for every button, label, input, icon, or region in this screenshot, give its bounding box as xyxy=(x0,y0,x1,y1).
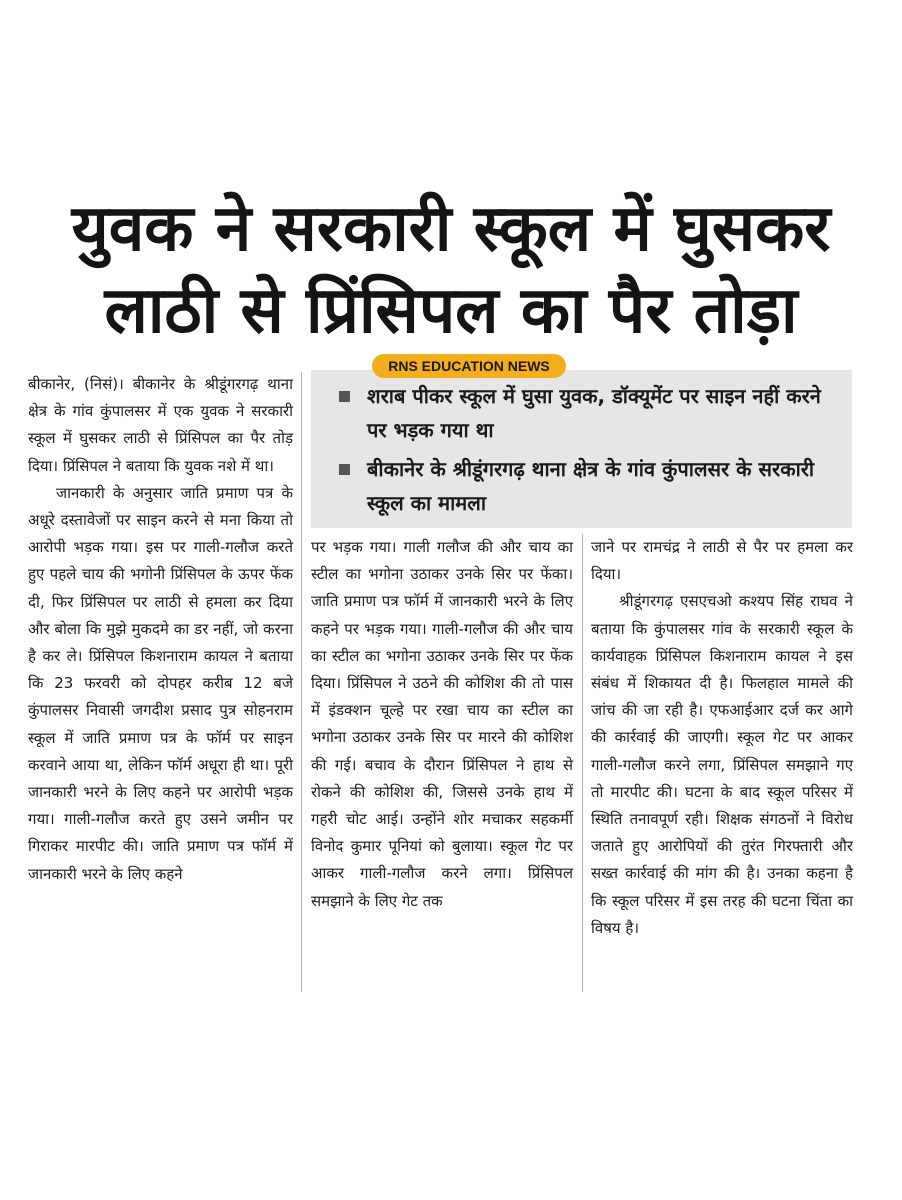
column-divider xyxy=(582,534,583,992)
square-bullet-icon xyxy=(339,464,350,475)
article-lead-paragraph: बीकानेर, (निसं)। बीकानेर के श्रीडूंगरगढ़ थाना क्षेत्र के गांव कुंपालसर में एक युवक ने सरकारी स्कूल में घुसकर लाठी से प्रिंसिपल का पैर तोड़ दिया। प्रिंसिपल ने बताया कि युवक नशे में था। xyxy=(28,375,293,475)
highlight-text: बीकानेर के श्रीडूंगरगढ़ थाना क्षेत्र के गांव कुंपालसर के सरकारी स्कूल का मामला xyxy=(367,457,815,515)
highlight-item xyxy=(329,452,838,520)
headline-line-1: युवक ने सरकारी स्कूल में घुसकर xyxy=(71,192,831,266)
headline-line-2: लाठी से प्रिंसिपल का पैर तोड़ा xyxy=(104,274,798,348)
square-bullet-icon xyxy=(339,391,350,402)
article-paragraph: पर भड़क गया। गाली गलौज की और चाय का स्टील का भगोना उठाकर उनके सिर पर फेंका। जाति प्रमाण पत्र फॉर्म में जानकारी भरने के लिए कहने पर भड़क गया। गाली-गलौज की और चाय का स्टील का भगोना उठाकर उनके सिर पर फेंक दिया। प्रिंसिपल ने उठने की कोशिश की तो पास में इंडक्शन चूल्हे पर रखा चाय का स्टील का भगोना उठाकर उनके सिर पर मारने की कोशिश की गई। बचाव के दौरान प्रिंसिपल ने हाथ से रोकने की कोशिश की, जिससे उनके हाथ में गहरी चोट आई। उन्होंने शोर मचाकर सहकर्मी विनोद कुमार पूनियां को बुलाया। स्कूल गेट पर आकर गाली-गलौज करने लगा। प्रिंसिपल समझाने के लिए गेट तक xyxy=(311,538,573,910)
highlight-item xyxy=(329,379,838,447)
article-column-1 xyxy=(28,371,293,888)
column-divider xyxy=(301,372,302,992)
article-column-2 xyxy=(311,534,573,915)
source-badge: RNS EDUCATION NEWS xyxy=(372,354,566,378)
article-paragraph: जानकारी के अनुसार जाति प्रमाण पत्र के अधूरे दस्तावेजों पर साइन करने से मना किया तो आरोपी भड़क गया। इस पर गाली-गलौज करते हुए पहले चाय की भगोनी प्रिंसिपल के ऊपर फेंक दी, फिर प्रिंसिपल पर लाठी से हमला कर दिया और बोला कि मुझे मुकदमे का डर नहीं, जो करना है कर ले। प्रिंसिपल किशनाराम कायल ने बताया कि 23 फरवरी को दोपहर करीब 12 बजे कुंपालसर निवासी जगदीश प्रसाद पुत्र सोहनराम स्कूल में जाति प्रमाण पत्र के फॉर्म पर साइन करवाने आया था, लेकिन फॉर्म अधूरा ही था। पूरी जानकारी भरने के लिए कहने पर आरोपी भड़क गया। गाली-गलौज करते हुए उसने जमीन पर गिराकर मारपीट की। जाति प्रमाण पत्र फॉर्म में जानकारी भरने के लिए कहने xyxy=(28,483,293,883)
highlights-box xyxy=(311,370,852,528)
article-column-3 xyxy=(591,534,853,942)
article-paragraph: जाने पर रामचंद्र ने लाठी से पैर पर हमला कर दिया। xyxy=(591,538,853,584)
article-paragraph: श्रीडूंगरगढ़ एसएचओ कश्यप सिंह राघव ने बताया कि कुंपालसर गांव के सरकारी स्कूल के कार्यवाहक प्रिंसिपल किशनाराम कायल ने इस संबंध में शिकायत दी है। फिलहाल मामले की जांच की जा रही है। एफआईआर दर्ज कर आगे की कार्रवाई की जाएगी। स्कूल गेट पर आकर गाली-गलौज करने लगा, प्रिंसिपल समझाने गए तो मारपीट की। घटना के बाद स्कूल परिसर में स्थिति तनावपूर्ण रही। शिक्षक संगठनों ने विरोध जताते हुए आरोपियों की तुरंत गिरफ्तारी और सख्त कार्रवाई की मांग की है। उनका कहना है कि स्कूल परिसर में इस तरह की घटना चिंता का विषय है। xyxy=(591,592,853,937)
headline xyxy=(20,188,882,352)
highlight-text: शराब पीकर स्कूल में घुसा युवक, डॉक्यूमेंट पर साइन नहीं करने पर भड़क गया था xyxy=(367,384,821,442)
